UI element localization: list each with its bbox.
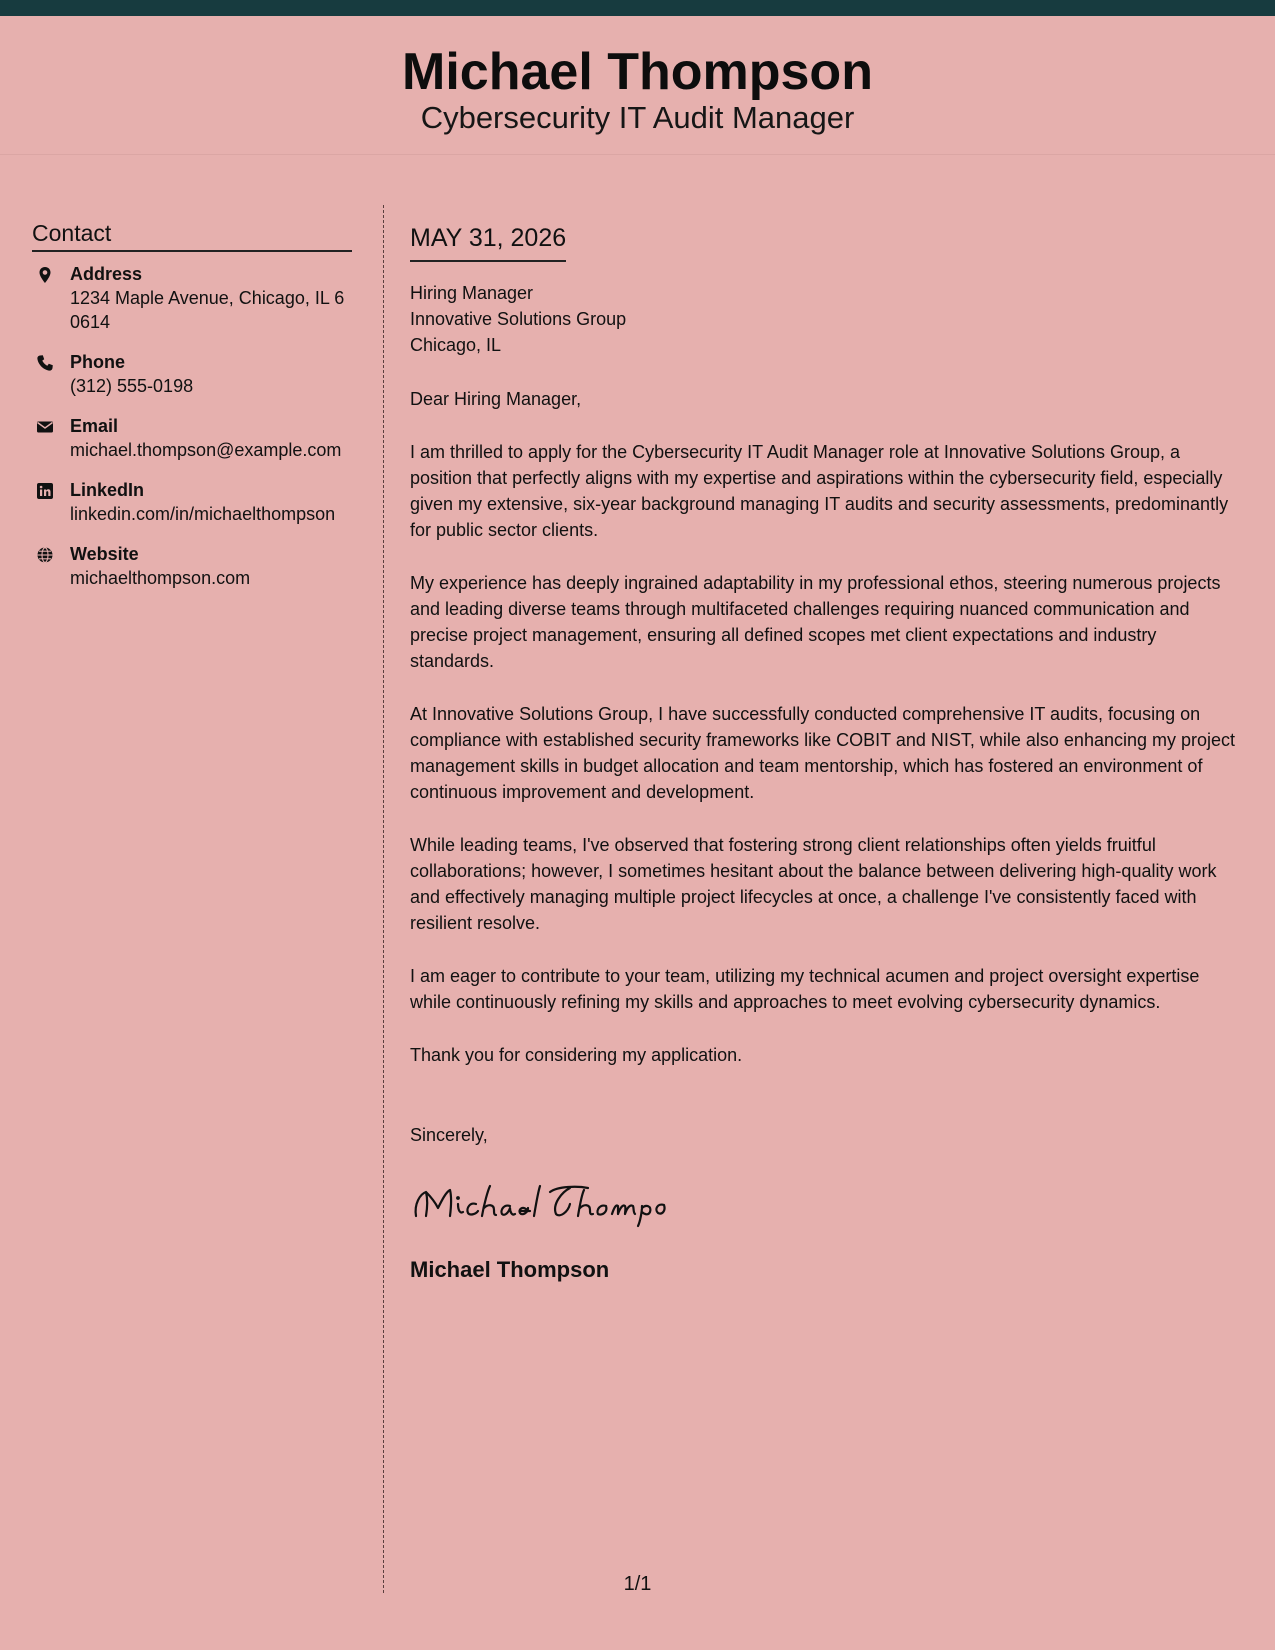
letter-date: MAY 31, 2026 [410, 222, 566, 262]
contact-label: LinkedIn [70, 480, 145, 500]
contact-website [32, 542, 352, 590]
applicant-name: Michael Thompson [402, 43, 873, 101]
contact-heading: Contact [32, 218, 352, 252]
contact-label: Email [70, 416, 119, 436]
letter-paragraph: While leading teams, I've observed that fostering strong client relationships often yields fruitful collaborations; however, I sometimes hesitant about the balance between delivering high-quality work and effectively managing multiple project lifecycles at once, a challenge I've consistently faced with resilient resolve. [410, 835, 1217, 933]
contact-label: Address [70, 264, 143, 284]
letter-paragraph: I am thrilled to apply for the Cybersecurity IT Audit Manager role at Innovative Solutions Group, a position that perfectly aligns with my expertise and aspirations within the cybersecurity field, especially given my extensive, six-year background managing IT audits and security assessments, predominantly for public sector clients. [410, 442, 1229, 540]
recipient-line: Chicago, IL [410, 335, 502, 355]
contact-value: (312) 555-0198 [70, 376, 194, 396]
recipient-block [410, 280, 1245, 358]
page-number: 1/1 [623, 1573, 652, 1595]
contact-value: 1234 Maple Avenue, Chicago, IL 60614 [70, 288, 345, 332]
letter-paragraph: I am eager to contribute to your team, utilizing my technical acumen and project oversight expertise while continuously refining my skills and approaches to meet evolving cybersecurity dynamics. [410, 966, 1200, 1012]
salutation: Dear Hiring Manager, [410, 389, 582, 409]
contact-value: michaelthompson.com [70, 568, 251, 588]
linkedin-icon [36, 482, 54, 500]
globe-icon [36, 546, 54, 564]
letter-paragraph: My experience has deeply ingrained adaptability in my professional ethos, steering numerous projects and leading diverse teams through multifaceted challenges requiring nuanced communication and precise project management, ensuring all defined scopes met client expectations and industry standards. [410, 573, 1221, 671]
closing: Sincerely, [410, 1125, 488, 1145]
letter-body [410, 222, 1245, 1284]
contact-email [32, 414, 352, 462]
handwritten-signature [410, 1178, 670, 1228]
contact-value: michael.thompson@example.com [70, 440, 342, 460]
column-divider [383, 205, 384, 1593]
contact-address [32, 262, 352, 334]
contact-label: Phone [70, 352, 126, 372]
contact-sidebar [32, 218, 352, 606]
recipient-line: Hiring Manager [410, 283, 534, 303]
contact-linkedin [32, 478, 352, 526]
header [0, 16, 1275, 155]
letter-paragraph: Thank you for considering my application. [410, 1045, 743, 1065]
letter-paragraph: At Innovative Solutions Group, I have successfully conducted comprehensive IT audits, focusing on compliance with established security frameworks like COBIT and NIST, while also enhancing my project management skills in budget allocation and team mentorship, which has fostered an environment of continuous improvement and development. [410, 704, 1236, 802]
location-pin-icon [36, 266, 54, 284]
recipient-line: Innovative Solutions Group [410, 309, 627, 329]
contact-value: linkedin.com/in/michaelthompson [70, 504, 336, 524]
contact-phone [32, 350, 352, 398]
signer-name: Michael Thompson [410, 1257, 610, 1282]
contact-label: Website [70, 544, 139, 564]
envelope-icon [36, 418, 54, 436]
phone-icon [36, 354, 54, 372]
job-title: Cybersecurity IT Audit Manager [420, 100, 855, 135]
top-accent-bar [0, 0, 1275, 16]
